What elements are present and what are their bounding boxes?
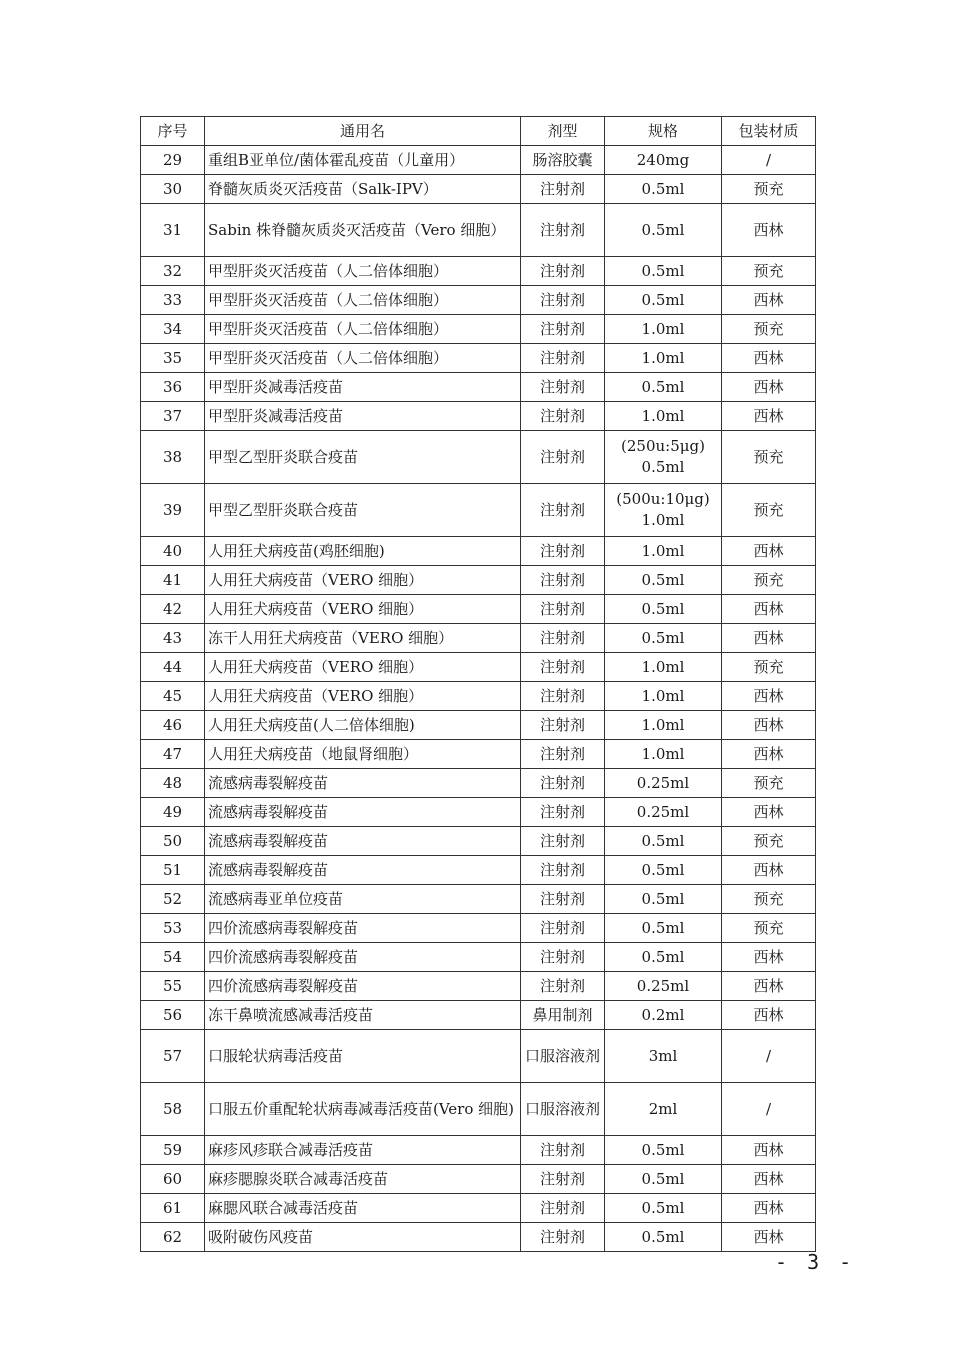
cell-row-index: 51 xyxy=(141,856,205,885)
cell-generic-name: 冻干鼻喷流感减毒活疫苗 xyxy=(205,1001,521,1030)
cell-packaging: 西林 xyxy=(722,373,816,402)
cell-packaging: 预充 xyxy=(722,914,816,943)
cell-packaging: 西林 xyxy=(722,624,816,653)
cell-generic-name: 人用狂犬病疫苗（VERO 细胞） xyxy=(205,653,521,682)
cell-generic-name: 人用狂犬病疫苗（VERO 细胞） xyxy=(205,682,521,711)
cell-dosage-form: 注射剂 xyxy=(521,682,605,711)
cell-generic-name: 人用狂犬病疫苗（地鼠肾细胞） xyxy=(205,740,521,769)
cell-dosage-form: 注射剂 xyxy=(521,431,605,484)
cell-generic-name: 流感病毒亚单位疫苗 xyxy=(205,885,521,914)
cell-row-index: 62 xyxy=(141,1223,205,1252)
header-index: 序号 xyxy=(141,117,205,146)
cell-specification: 1.0ml xyxy=(605,344,722,373)
cell-dosage-form: 注射剂 xyxy=(521,711,605,740)
cell-specification: 0.5ml xyxy=(605,175,722,204)
cell-row-index: 34 xyxy=(141,315,205,344)
cell-row-index: 44 xyxy=(141,653,205,682)
cell-dosage-form: 注射剂 xyxy=(521,175,605,204)
cell-packaging: 西林 xyxy=(722,682,816,711)
cell-dosage-form: 注射剂 xyxy=(521,344,605,373)
cell-packaging: 西林 xyxy=(722,204,816,257)
cell-packaging: 预充 xyxy=(722,885,816,914)
cell-row-index: 29 xyxy=(141,146,205,175)
cell-dosage-form: 注射剂 xyxy=(521,1136,605,1165)
cell-dosage-form: 注射剂 xyxy=(521,373,605,402)
table-row xyxy=(141,1030,816,1083)
cell-generic-name: 甲型肝炎灭活疫苗（人二倍体细胞） xyxy=(205,315,521,344)
cell-dosage-form: 注射剂 xyxy=(521,1194,605,1223)
table-row xyxy=(141,856,816,885)
table-row xyxy=(141,1136,816,1165)
cell-specification: (250u:5μg) 0.5ml xyxy=(605,431,722,484)
cell-generic-name: 流感病毒裂解疫苗 xyxy=(205,769,521,798)
cell-packaging: 西林 xyxy=(722,1136,816,1165)
cell-dosage-form: 注射剂 xyxy=(521,402,605,431)
cell-specification: 0.5ml xyxy=(605,1136,722,1165)
cell-generic-name: 流感病毒裂解疫苗 xyxy=(205,856,521,885)
cell-specification: 1.0ml xyxy=(605,315,722,344)
cell-specification: 0.5ml xyxy=(605,827,722,856)
cell-packaging: 预充 xyxy=(722,566,816,595)
cell-specification: 1.0ml xyxy=(605,711,722,740)
table-row xyxy=(141,624,816,653)
cell-specification: 0.5ml xyxy=(605,1223,722,1252)
cell-packaging: 预充 xyxy=(722,257,816,286)
cell-generic-name: 甲型肝炎减毒活疫苗 xyxy=(205,402,521,431)
cell-packaging: 预充 xyxy=(722,653,816,682)
cell-dosage-form: 注射剂 xyxy=(521,653,605,682)
cell-dosage-form: 注射剂 xyxy=(521,827,605,856)
header-dosage-form: 剂型 xyxy=(521,117,605,146)
cell-specification: 0.5ml xyxy=(605,856,722,885)
cell-packaging: 西林 xyxy=(722,595,816,624)
table-row xyxy=(141,914,816,943)
cell-packaging: 西林 xyxy=(722,856,816,885)
cell-specification: 3ml xyxy=(605,1030,722,1083)
cell-row-index: 40 xyxy=(141,537,205,566)
table-row xyxy=(141,431,816,484)
table-row xyxy=(141,566,816,595)
cell-dosage-form: 注射剂 xyxy=(521,286,605,315)
cell-dosage-form: 注射剂 xyxy=(521,856,605,885)
cell-row-index: 55 xyxy=(141,972,205,1001)
cell-dosage-form: 注射剂 xyxy=(521,257,605,286)
cell-specification: 0.25ml xyxy=(605,798,722,827)
cell-packaging: 西林 xyxy=(722,798,816,827)
cell-specification: 1.0ml xyxy=(605,740,722,769)
cell-dosage-form: 注射剂 xyxy=(521,204,605,257)
cell-packaging: 预充 xyxy=(722,431,816,484)
cell-dosage-form: 注射剂 xyxy=(521,914,605,943)
cell-row-index: 38 xyxy=(141,431,205,484)
cell-generic-name: 吸附破伤风疫苗 xyxy=(205,1223,521,1252)
table-row xyxy=(141,344,816,373)
cell-generic-name: 四价流感病毒裂解疫苗 xyxy=(205,943,521,972)
page-number: - 3 - xyxy=(775,1250,856,1274)
cell-packaging: 预充 xyxy=(722,827,816,856)
cell-generic-name: 冻干人用狂犬病疫苗（VERO 细胞） xyxy=(205,624,521,653)
table-row xyxy=(141,653,816,682)
cell-generic-name: 甲型肝炎灭活疫苗（人二倍体细胞） xyxy=(205,286,521,315)
cell-row-index: 32 xyxy=(141,257,205,286)
cell-row-index: 35 xyxy=(141,344,205,373)
cell-row-index: 37 xyxy=(141,402,205,431)
cell-packaging: 预充 xyxy=(722,175,816,204)
cell-dosage-form: 注射剂 xyxy=(521,624,605,653)
cell-generic-name: 口服五价重配轮状病毒减毒活疫苗(Vero 细胞) xyxy=(205,1083,521,1136)
cell-specification: 0.5ml xyxy=(605,914,722,943)
cell-dosage-form: 肠溶胶囊 xyxy=(521,146,605,175)
cell-generic-name: 甲型肝炎灭活疫苗（人二倍体细胞） xyxy=(205,344,521,373)
table-row xyxy=(141,595,816,624)
cell-generic-name: 四价流感病毒裂解疫苗 xyxy=(205,914,521,943)
cell-generic-name: 重组B亚单位/菌体霍乱疫苗（儿童用） xyxy=(205,146,521,175)
header-specification: 规格 xyxy=(605,117,722,146)
cell-generic-name: 麻疹风疹联合减毒活疫苗 xyxy=(205,1136,521,1165)
cell-packaging: 西林 xyxy=(722,943,816,972)
table-row xyxy=(141,402,816,431)
cell-specification: 2ml xyxy=(605,1083,722,1136)
table-row xyxy=(141,1001,816,1030)
table-row xyxy=(141,204,816,257)
cell-generic-name: 麻疹腮腺炎联合减毒活疫苗 xyxy=(205,1165,521,1194)
table-row xyxy=(141,286,816,315)
table-row xyxy=(141,682,816,711)
cell-row-index: 45 xyxy=(141,682,205,711)
cell-generic-name: 甲型肝炎灭活疫苗（人二倍体细胞） xyxy=(205,257,521,286)
cell-specification: 0.25ml xyxy=(605,769,722,798)
cell-specification: 0.5ml xyxy=(605,257,722,286)
cell-row-index: 52 xyxy=(141,885,205,914)
table-row xyxy=(141,740,816,769)
cell-specification: 0.25ml xyxy=(605,972,722,1001)
table-row xyxy=(141,537,816,566)
table-row xyxy=(141,484,816,537)
cell-generic-name: 口服轮状病毒活疫苗 xyxy=(205,1030,521,1083)
cell-generic-name: 甲型肝炎减毒活疫苗 xyxy=(205,373,521,402)
cell-specification: 0.5ml xyxy=(605,1194,722,1223)
cell-generic-name: 甲型乙型肝炎联合疫苗 xyxy=(205,484,521,537)
table-row xyxy=(141,257,816,286)
cell-specification: 1.0ml xyxy=(605,682,722,711)
cell-specification: 0.5ml xyxy=(605,943,722,972)
cell-generic-name: 流感病毒裂解疫苗 xyxy=(205,798,521,827)
cell-generic-name: 麻腮风联合减毒活疫苗 xyxy=(205,1194,521,1223)
table-row xyxy=(141,1223,816,1252)
table-row xyxy=(141,315,816,344)
table-row xyxy=(141,1165,816,1194)
table-row xyxy=(141,798,816,827)
cell-dosage-form: 鼻用制剂 xyxy=(521,1001,605,1030)
cell-specification: 0.5ml xyxy=(605,1165,722,1194)
cell-specification: (500u:10μg) 1.0ml xyxy=(605,484,722,537)
table-row xyxy=(141,885,816,914)
cell-packaging: 西林 xyxy=(722,286,816,315)
cell-packaging: 西林 xyxy=(722,1194,816,1223)
cell-specification: 0.2ml xyxy=(605,1001,722,1030)
cell-generic-name: 人用狂犬病疫苗（VERO 细胞） xyxy=(205,595,521,624)
cell-dosage-form: 注射剂 xyxy=(521,769,605,798)
cell-packaging: 西林 xyxy=(722,711,816,740)
table-row xyxy=(141,373,816,402)
header-generic-name: 通用名 xyxy=(205,117,521,146)
cell-row-index: 58 xyxy=(141,1083,205,1136)
cell-specification: 0.5ml xyxy=(605,624,722,653)
cell-row-index: 61 xyxy=(141,1194,205,1223)
table-row xyxy=(141,827,816,856)
cell-specification: 0.5ml xyxy=(605,286,722,315)
cell-row-index: 33 xyxy=(141,286,205,315)
cell-row-index: 49 xyxy=(141,798,205,827)
cell-specification: 0.5ml xyxy=(605,595,722,624)
cell-specification: 0.5ml xyxy=(605,204,722,257)
cell-row-index: 54 xyxy=(141,943,205,972)
cell-row-index: 41 xyxy=(141,566,205,595)
table-row xyxy=(141,146,816,175)
cell-specification: 240mg xyxy=(605,146,722,175)
cell-dosage-form: 注射剂 xyxy=(521,1223,605,1252)
cell-specification: 1.0ml xyxy=(605,537,722,566)
cell-row-index: 42 xyxy=(141,595,205,624)
vaccine-table xyxy=(140,116,816,1252)
cell-specification: 1.0ml xyxy=(605,653,722,682)
cell-dosage-form: 注射剂 xyxy=(521,972,605,1001)
cell-packaging: 西林 xyxy=(722,537,816,566)
cell-specification: 0.5ml xyxy=(605,566,722,595)
cell-packaging: / xyxy=(722,146,816,175)
cell-dosage-form: 注射剂 xyxy=(521,740,605,769)
cell-generic-name: 人用狂犬病疫苗（VERO 细胞） xyxy=(205,566,521,595)
cell-packaging: 预充 xyxy=(722,484,816,537)
table-row xyxy=(141,972,816,1001)
cell-dosage-form: 口服溶液剂 xyxy=(521,1030,605,1083)
cell-dosage-form: 注射剂 xyxy=(521,1165,605,1194)
cell-row-index: 31 xyxy=(141,204,205,257)
table-row xyxy=(141,769,816,798)
cell-row-index: 53 xyxy=(141,914,205,943)
cell-dosage-form: 注射剂 xyxy=(521,595,605,624)
table-row xyxy=(141,711,816,740)
table-row xyxy=(141,943,816,972)
cell-generic-name: 人用狂犬病疫苗(人二倍体细胞) xyxy=(205,711,521,740)
cell-row-index: 60 xyxy=(141,1165,205,1194)
cell-dosage-form: 注射剂 xyxy=(521,798,605,827)
table-row xyxy=(141,175,816,204)
cell-dosage-form: 注射剂 xyxy=(521,943,605,972)
cell-dosage-form: 注射剂 xyxy=(521,484,605,537)
cell-packaging: 西林 xyxy=(722,344,816,373)
cell-packaging: 西林 xyxy=(722,740,816,769)
cell-row-index: 48 xyxy=(141,769,205,798)
cell-packaging: 预充 xyxy=(722,769,816,798)
cell-packaging: 预充 xyxy=(722,315,816,344)
table-header-row xyxy=(141,117,816,146)
cell-generic-name: 人用狂犬病疫苗(鸡胚细胞) xyxy=(205,537,521,566)
cell-row-index: 47 xyxy=(141,740,205,769)
cell-dosage-form: 注射剂 xyxy=(521,566,605,595)
table-row xyxy=(141,1083,816,1136)
table-row xyxy=(141,1194,816,1223)
cell-row-index: 43 xyxy=(141,624,205,653)
header-packaging: 包装材质 xyxy=(722,117,816,146)
cell-row-index: 50 xyxy=(141,827,205,856)
cell-generic-name: 脊髓灰质炎灭活疫苗（Salk-IPV） xyxy=(205,175,521,204)
cell-packaging: 西林 xyxy=(722,1223,816,1252)
cell-row-index: 57 xyxy=(141,1030,205,1083)
cell-row-index: 46 xyxy=(141,711,205,740)
cell-generic-name: 流感病毒裂解疫苗 xyxy=(205,827,521,856)
cell-packaging: 西林 xyxy=(722,1165,816,1194)
cell-row-index: 56 xyxy=(141,1001,205,1030)
cell-row-index: 36 xyxy=(141,373,205,402)
cell-specification: 1.0ml xyxy=(605,402,722,431)
cell-row-index: 39 xyxy=(141,484,205,537)
cell-dosage-form: 注射剂 xyxy=(521,537,605,566)
cell-dosage-form: 注射剂 xyxy=(521,885,605,914)
cell-packaging: / xyxy=(722,1083,816,1136)
cell-packaging: / xyxy=(722,1030,816,1083)
cell-generic-name: 四价流感病毒裂解疫苗 xyxy=(205,972,521,1001)
cell-packaging: 西林 xyxy=(722,402,816,431)
cell-row-index: 30 xyxy=(141,175,205,204)
cell-dosage-form: 注射剂 xyxy=(521,315,605,344)
cell-generic-name: 甲型乙型肝炎联合疫苗 xyxy=(205,431,521,484)
cell-specification: 0.5ml xyxy=(605,885,722,914)
cell-packaging: 西林 xyxy=(722,1001,816,1030)
cell-packaging: 西林 xyxy=(722,972,816,1001)
cell-generic-name: Sabin 株脊髓灰质炎灭活疫苗（Vero 细胞） xyxy=(205,204,521,257)
cell-dosage-form: 口服溶液剂 xyxy=(521,1083,605,1136)
cell-specification: 0.5ml xyxy=(605,373,722,402)
cell-row-index: 59 xyxy=(141,1136,205,1165)
